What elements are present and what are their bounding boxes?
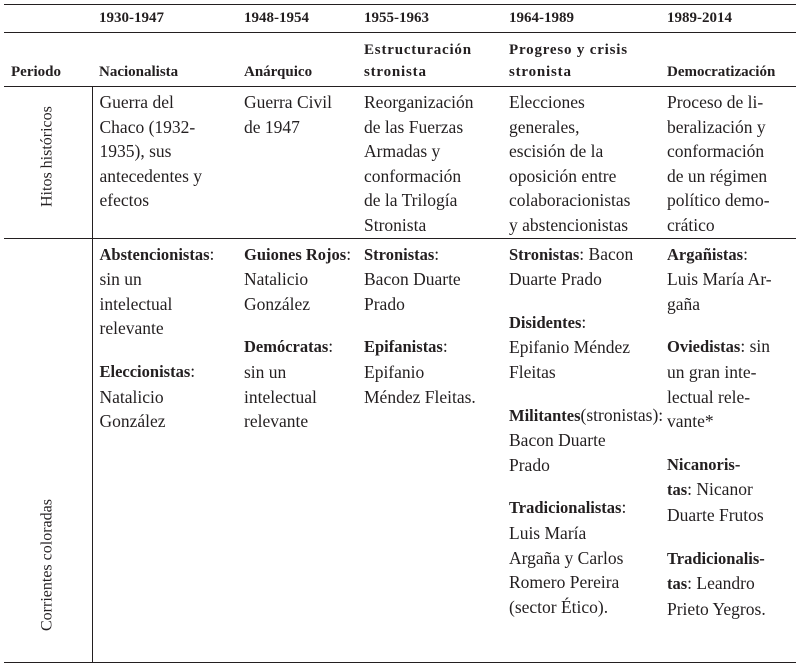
cell-line: Armadas y — [364, 141, 441, 162]
faction-name: Demócratas — [244, 337, 329, 357]
cell-line: y abstencionistas — [509, 214, 629, 235]
name-3 — [357, 33, 502, 87]
cell-line: Proceso de li- — [667, 92, 764, 112]
faction-name: Eleccionistas — [99, 361, 191, 381]
corrientes-label-cell — [4, 238, 92, 662]
cell-line: Chaco (1932- — [99, 116, 196, 137]
name-5: Democratización — [660, 33, 796, 87]
faction-entry — [667, 452, 796, 528]
year-5: 1989-2014 — [660, 5, 796, 33]
faction-desc: : — [743, 243, 748, 264]
periods-table — [4, 4, 796, 663]
name-3-line2: stronista — [364, 64, 427, 80]
faction-name: Argañistas — [667, 244, 744, 264]
cell-line: Reorganización — [364, 92, 474, 112]
faction-entry — [509, 403, 664, 478]
cell-line: generales, — [509, 116, 580, 137]
faction-desc: : — [442, 336, 448, 357]
name-4-line2: stronista — [509, 64, 572, 80]
cell-line: beralización y — [667, 116, 766, 137]
faction-entry — [364, 334, 502, 409]
faction-desc: Romero Pereira — [509, 572, 620, 593]
faction-desc: : — [581, 311, 587, 332]
faction-desc: Natalicio — [244, 269, 309, 290]
hitos-cell-4 — [502, 87, 660, 239]
faction-desc: relevante — [244, 411, 309, 432]
faction-desc: González — [244, 293, 311, 314]
cell-line: de un régimen — [667, 165, 768, 186]
faction-desc: lectual rele- — [667, 386, 751, 407]
corrientes-cell-3 — [357, 238, 502, 662]
faction-desc: sin un — [99, 269, 142, 290]
cell-line: colaboracionistas — [509, 190, 631, 211]
period-label: Periodo — [4, 33, 92, 87]
hitos-cell-1 — [92, 87, 237, 239]
name-4 — [502, 33, 660, 87]
faction-entry — [244, 334, 357, 433]
cell-line: político demo- — [667, 190, 770, 211]
faction-desc: Prado — [509, 454, 550, 475]
faction-desc: Luis María Ar- — [667, 269, 772, 290]
faction-desc: vante* — [667, 411, 714, 432]
faction-name: Oviedistas — [667, 337, 741, 357]
faction-entry — [100, 242, 238, 341]
hitos-cell-5 — [660, 87, 796, 239]
faction-desc: : — [328, 336, 334, 357]
cell-line: escisión de la — [509, 141, 604, 162]
faction-name: Militantes — [509, 405, 581, 425]
corrientes-label: Corrientes coloradas — [38, 499, 56, 631]
hitos-row — [4, 87, 796, 239]
name-4-line1: Progreso y crisis — [509, 42, 628, 58]
faction-name-cont: tas — [667, 574, 688, 594]
hitos-label: Hitos históricos — [38, 106, 56, 207]
faction-entry — [667, 546, 796, 622]
cell-line: oposición entre — [509, 165, 617, 186]
faction-name: Stronistas — [509, 244, 580, 264]
cell-line: de la Trilogía — [364, 190, 458, 211]
faction-desc: : — [434, 243, 440, 264]
faction-desc: intelectual — [244, 386, 317, 407]
faction-entry — [244, 242, 357, 317]
faction-desc: Duarte Prado — [509, 269, 602, 290]
faction-desc: (stronistas): — [580, 404, 664, 425]
faction-desc: Prado — [364, 293, 405, 314]
faction-desc: : — [346, 243, 352, 264]
corrientes-cell-4 — [502, 238, 664, 662]
faction-desc: Prieto Yegros. — [667, 598, 766, 619]
cell-line: Elecciones — [509, 92, 585, 112]
faction-entry — [364, 242, 502, 317]
faction-desc: Fleitas — [509, 361, 556, 382]
cell-line: de las Fuerzas — [364, 116, 464, 137]
year-3: 1955-1963 — [357, 5, 502, 33]
cell-line: Guerra del — [99, 92, 174, 112]
faction-desc: sin un — [244, 361, 287, 382]
faction-desc: Argaña y Carlos — [509, 547, 624, 568]
faction-desc: relevante — [99, 318, 164, 339]
years-row — [4, 5, 796, 33]
faction-desc: intelectual — [99, 293, 173, 314]
faction-desc: : Bacon — [579, 243, 634, 264]
faction-desc: Epifanio Méndez — [509, 337, 630, 358]
corrientes-cell-1 — [92, 238, 237, 662]
faction-name: Nicanoris- — [667, 454, 741, 474]
faction-desc: Epifanio — [364, 361, 425, 382]
faction-desc: : — [190, 360, 196, 381]
faction-name: Disidentes — [509, 312, 582, 332]
name-2: Anárquico — [237, 33, 357, 87]
cell-line: Guerra Civil — [244, 92, 332, 112]
faction-desc: : sin — [740, 336, 771, 357]
faction-desc: Duarte Frutos — [667, 504, 764, 525]
name-3-line1: Estructuración — [364, 42, 472, 58]
faction-entry — [509, 242, 660, 292]
faction-desc: Bacon Duarte — [364, 269, 461, 290]
years-corner — [4, 5, 92, 33]
year-4: 1964-1989 — [502, 5, 660, 33]
faction-entry — [667, 242, 796, 317]
faction-desc: Luis María — [509, 522, 587, 543]
cell-line: conformación — [667, 141, 765, 162]
cell-line: 1935), sus — [99, 141, 172, 162]
cell-line: antecedentes y — [99, 165, 203, 186]
corrientes-cell-5 — [660, 238, 796, 662]
faction-desc: : Nicanor — [687, 479, 753, 500]
hitos-cell-3 — [357, 87, 502, 239]
corrientes-cell-2 — [237, 238, 357, 662]
year-2: 1948-1954 — [237, 5, 357, 33]
names-row — [4, 33, 796, 87]
faction-name: Guiones Rojos — [244, 244, 347, 264]
faction-desc: gaña — [667, 293, 701, 314]
name-1: Nacionalista — [92, 33, 237, 87]
cell-line: conformación — [364, 165, 462, 186]
faction-name: Tradicionalistas — [509, 498, 622, 518]
faction-desc: : Leandro — [687, 573, 755, 594]
cell-line: crático — [667, 214, 715, 235]
faction-name: Stronistas — [364, 244, 435, 264]
year-1: 1930-1947 — [92, 5, 237, 33]
faction-desc: González — [99, 411, 166, 432]
cell-line: Stronista — [364, 214, 427, 235]
faction-name: Epifanistas — [364, 337, 443, 357]
faction-desc: : — [621, 497, 627, 518]
faction-desc: (sector Ético). — [509, 596, 609, 617]
corrientes-row — [4, 238, 796, 662]
faction-desc: un gran inte- — [667, 361, 757, 382]
faction-name-cont: tas — [667, 480, 688, 500]
faction-name: Tradicionalis- — [667, 548, 765, 568]
faction-entry — [100, 359, 238, 434]
faction-desc: Méndez Fleitas. — [364, 386, 476, 407]
hitos-cell-2 — [237, 87, 357, 239]
faction-desc: Bacon Duarte — [509, 430, 606, 451]
hitos-label-cell — [4, 87, 92, 239]
cell-line: efectos — [99, 190, 150, 211]
faction-desc: Natalicio — [99, 386, 164, 407]
faction-desc: : — [209, 243, 215, 264]
faction-entry — [509, 310, 660, 385]
faction-entry — [509, 495, 660, 619]
cell-line: de 1947 — [244, 116, 300, 137]
faction-name: Abstencionistas — [99, 244, 210, 264]
faction-entry — [667, 334, 796, 433]
